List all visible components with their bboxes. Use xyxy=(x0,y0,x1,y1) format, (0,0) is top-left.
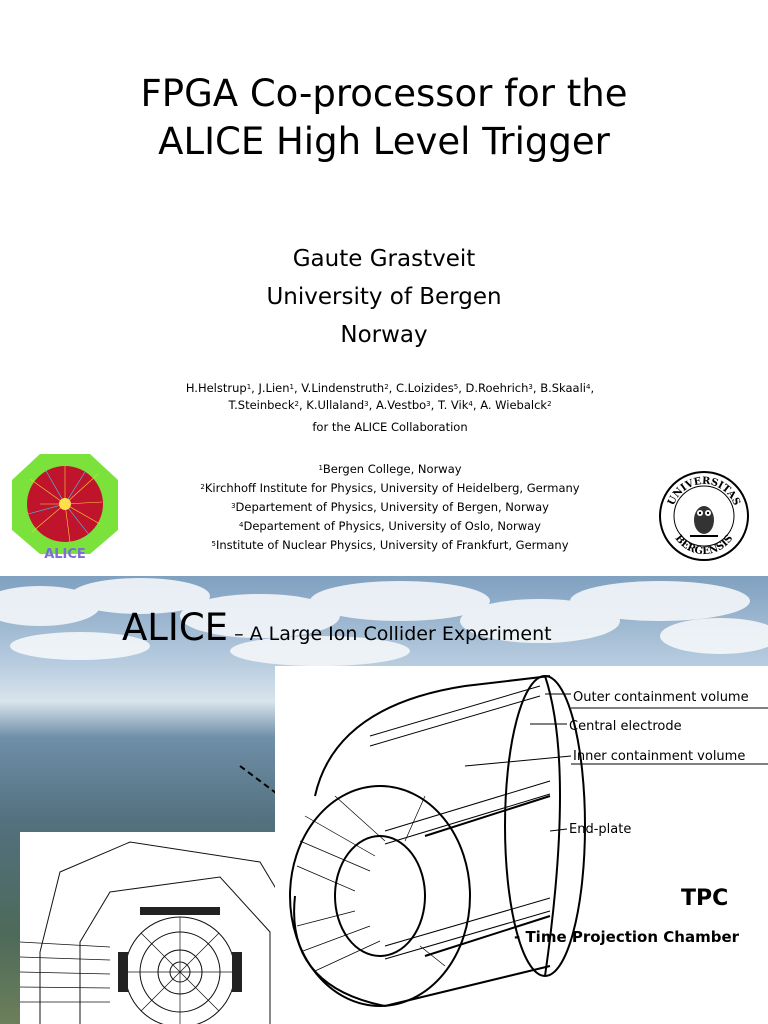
affiliation-marker: 1 xyxy=(289,383,294,391)
affiliation-marker: 2 xyxy=(384,383,389,391)
coauthor-name: C.Loizides xyxy=(395,381,454,395)
title-line-1: FPGA Co-processor for the xyxy=(140,72,628,115)
affiliation-marker: 2 xyxy=(547,400,552,408)
coauthor-name: H.Helstrup xyxy=(185,381,247,395)
seal-text-top: UNIVERSITAS xyxy=(666,475,742,508)
coauthor-name: D.Roehrich xyxy=(465,381,529,395)
title-subtitle: – A Large Ion Collider Experiment xyxy=(228,623,552,645)
coauthor-name: J.Lien xyxy=(258,381,290,395)
author-name: Gaute Grastveit xyxy=(292,246,476,272)
affiliation-marker: 5 xyxy=(453,383,459,391)
affiliation-marker: 2 xyxy=(294,400,299,408)
alice-logo-text: ALICE xyxy=(44,547,86,562)
affiliation-marker: 4 xyxy=(586,383,591,391)
affiliation-marker: 4 xyxy=(239,521,244,529)
affiliation-marker: 5 xyxy=(211,540,216,548)
slide2-title xyxy=(122,606,552,649)
affiliation-text: Institute of Nuclear Physics, University of Frankfurt, Germany xyxy=(215,538,569,552)
affiliation-text: Departement of Physics, University of Oslo, Norway xyxy=(243,519,541,533)
affiliation-marker: 3 xyxy=(528,383,533,391)
coauthor-name: K.Ullaland xyxy=(306,398,365,412)
collaboration: for the ALICE Collaboration xyxy=(312,420,468,434)
affiliation-marker: 3 xyxy=(426,400,431,408)
affiliation-marker: 1 xyxy=(246,383,252,391)
coauthor-line-1: H.Helstrup$^1$, J.Lien$^1$, V.Lindenstruth$^2$, C.Loizides$^5$, D.Roehrich$^3$, B.Skaali$^4$, xyxy=(185,381,595,395)
affiliation-text: Kirchhoff Institute for Physics, University of Heidelberg, Germany xyxy=(204,481,580,495)
label-outer-containment: Outer containment volume xyxy=(573,690,749,705)
coauthor-name: T. Vik xyxy=(437,398,469,412)
label-central-electrode: Central electrode xyxy=(569,719,682,734)
slide-title xyxy=(0,70,768,166)
coauthor-name: T.Steinbeck xyxy=(228,398,295,412)
alice-logo xyxy=(10,454,120,562)
tpc-title: TPC xyxy=(681,886,729,911)
affiliation-marker: 1 xyxy=(318,464,323,472)
institution: University of Bergen xyxy=(266,284,502,310)
seal-text-bottom: BERGENSIS xyxy=(672,533,736,558)
title-line-2: ALICE High Level Trigger xyxy=(158,120,610,163)
coauthor-name: A. Wiebalck xyxy=(480,398,548,412)
coauthor-name: V.Lindenstruth xyxy=(301,381,385,395)
tpc-sketch xyxy=(275,666,768,1024)
country: Norway xyxy=(340,322,428,348)
title-alice: ALICE xyxy=(122,606,229,649)
author-block xyxy=(0,240,768,354)
affiliation-text: Bergen College, Norway xyxy=(322,462,462,476)
alice-experiment-slide xyxy=(0,576,768,1024)
university-seal xyxy=(658,470,750,562)
tpc-subtitle: - Time Projection Chamber xyxy=(514,928,740,946)
affiliation-marker: 4 xyxy=(468,400,473,408)
affiliation-text: Departement of Physics, University of Bergen, Norway xyxy=(235,500,549,514)
label-end-plate: End-plate xyxy=(569,822,632,837)
coauthor-line-2: T.Steinbeck$^2$, K.Ullaland$^3$, A.Vestbo$^3$, T. Vik$^4$, A. Wiebalck$^2$ xyxy=(228,398,552,412)
affiliation-marker: 2 xyxy=(200,483,205,491)
affiliation-marker: 3 xyxy=(231,502,236,510)
coauthor-list xyxy=(0,380,768,414)
affiliation-marker: 3 xyxy=(364,400,369,408)
coauthor-name: A.Vestbo xyxy=(375,398,427,412)
coauthor-name: B.Skaali xyxy=(540,381,586,395)
tpc-drawing xyxy=(275,666,768,1024)
label-inner-containment: Inner containment volume xyxy=(573,749,746,764)
